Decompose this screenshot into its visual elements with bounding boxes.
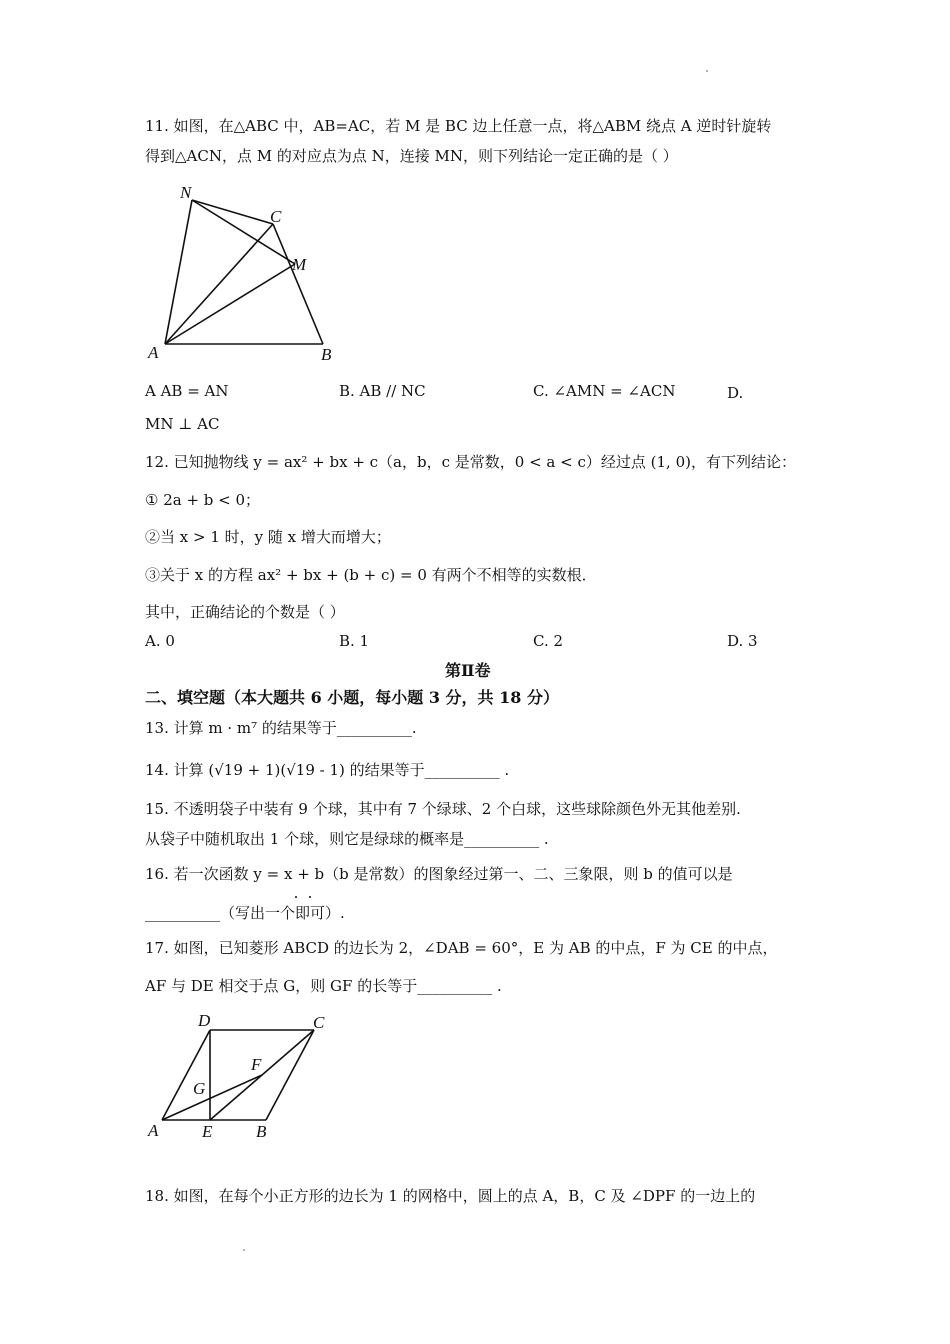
q12-conclusion-2: ②当 x > 1 时，y 随 x 增大而增大；	[145, 528, 391, 546]
emphasis-dot	[309, 896, 311, 898]
q14: 14. 计算 (√19 + 1)(√19 - 1) 的结果等于__________ .	[145, 761, 510, 779]
q11-triangle-figure	[140, 178, 350, 366]
q17-line1: 17. 如图，已知菱形 ABCD 的边长为 2，∠DAB = 60°，E 为 AB 的中点，F 为 CE 的中点，	[145, 939, 778, 957]
section-title: 二、填空题（本大题共 6 小题，每小题 3 分，共 18 分）	[145, 688, 559, 707]
scan-dot	[706, 70, 708, 72]
q12-option-b: B. 1	[339, 632, 370, 650]
label-N: N	[180, 183, 192, 202]
label-B: B	[256, 1122, 267, 1141]
q12-question: 其中，正确结论的个数是（ ）	[145, 603, 345, 621]
q13: 13. 计算 m · m⁷ 的结果等于__________.	[145, 719, 417, 737]
label-B: B	[321, 345, 332, 364]
q11-option-d-content: MN ⊥ AC	[145, 415, 220, 433]
q12-option-d: D. 3	[727, 632, 758, 650]
q12-conclusion-1: ① 2a + b < 0；	[145, 491, 261, 509]
segment-BC	[266, 1030, 314, 1120]
emphasis-dot	[295, 896, 297, 898]
segment-AF	[162, 1075, 262, 1120]
label-G: G	[193, 1079, 206, 1098]
label-D: D	[198, 1011, 211, 1030]
q12-conclusion-3: ③关于 x 的方程 ax² + bx + (b + c) = 0 有两个不相等的实数根．	[145, 566, 597, 584]
q15-line2: 从袋子中随机取出 1 个球，则它是绿球的概率是__________ .	[145, 830, 549, 848]
q16-line1: 16. 若一次函数 y = x + b（b 是常数）的图象经过第一、二、三象限，则 b 的值可以是	[145, 865, 733, 883]
q11-option-a: A AB = AN	[145, 382, 229, 400]
label-M: M	[292, 255, 307, 274]
volume-heading: 第Ⅱ卷	[445, 661, 491, 680]
label-A: A	[148, 1121, 159, 1140]
label-F: F	[251, 1055, 262, 1074]
segment-AN	[165, 200, 192, 344]
q17-rhombus-figure	[140, 1008, 340, 1144]
q11-line1: 11. 如图，在△ABC 中，AB=AC，若 M 是 BC 边上任意一点，将△ABM 绕点 A 逆时针旋转	[145, 117, 772, 135]
label-C: C	[313, 1013, 325, 1032]
q11-option-d: D.	[727, 384, 744, 402]
label-A: A	[148, 343, 159, 362]
segment-AC	[165, 224, 273, 344]
q16-line2: __________（写出一个即可）.	[145, 904, 345, 922]
q12-stem: 12. 已知抛物线 y = ax² + bx + c（a，b，c 是常数，0 < a < c）经过点 (1, 0)，有下列结论：	[145, 453, 796, 471]
q15-line1: 15. 不透明袋子中装有 9 个球，其中有 7 个绿球、2 个白球，这些球除颜色外无其他差别.	[145, 800, 741, 818]
q18-line1: 18. 如图，在每个小正方形的边长为 1 的网格中，圆上的点 A，B，C 及 ∠DPF 的一边上的	[145, 1187, 756, 1205]
label-C: C	[270, 207, 282, 226]
q17-line2: AF 与 DE 相交于点 G，则 GF 的长等于__________ .	[145, 977, 502, 995]
scan-dot	[243, 1249, 245, 1251]
segment-CB	[273, 224, 323, 344]
q12-option-c: C. 2	[533, 632, 564, 650]
q11-line2: 得到△ACN，点 M 的对应点为点 N，连接 MN，则下列结论一定正确的是（ ）	[145, 147, 678, 165]
q11-option-b: B. AB // NC	[339, 382, 426, 400]
q11-option-c: C. ∠AMN = ∠ACN	[533, 382, 676, 400]
q12-option-a: A. 0	[145, 632, 175, 650]
segment-AM	[165, 264, 295, 344]
segment-NC	[192, 200, 273, 224]
label-E: E	[202, 1122, 213, 1141]
segment-AD	[162, 1030, 210, 1120]
